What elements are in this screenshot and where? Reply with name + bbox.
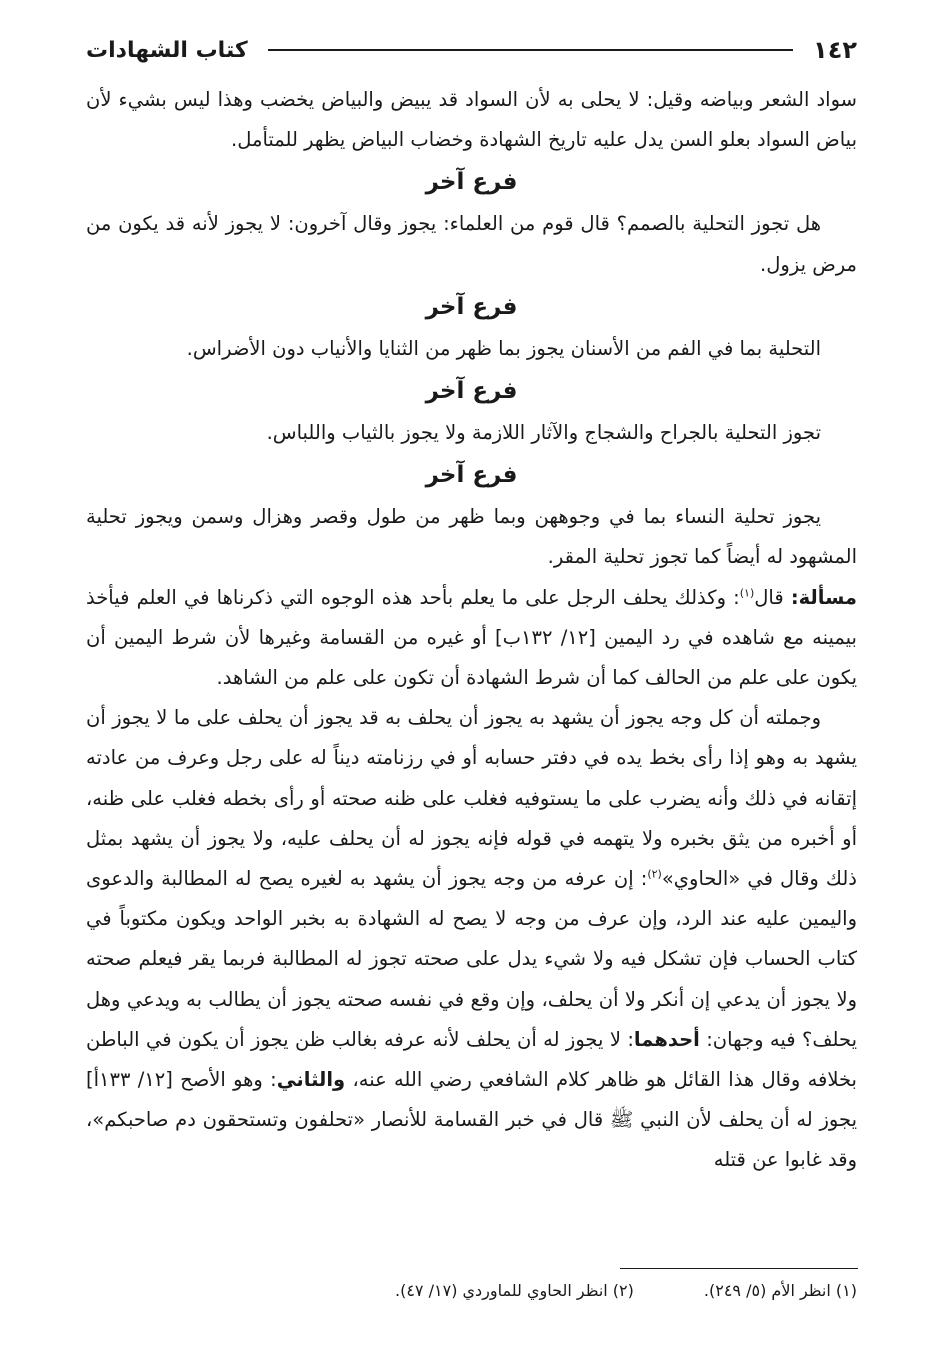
paragraph	[86, 204, 857, 284]
footnote-2: (٢) انظر الحاوي للماوردي (١٧/ ٤٧).	[395, 1281, 634, 1300]
footnotes	[150, 1276, 857, 1306]
page-number: ١٤٢	[813, 36, 857, 64]
body-text	[86, 80, 857, 1181]
footnote-1: (١) انظر الأم (٥/ ٢٤٩).	[703, 1281, 857, 1300]
text-run: وجملته أن كل وجه يجوز أن يشهد به يجوز أن يحلف به قد يجوز أن يحلف على ما لا يجوز أن يشهد به وهو إذا رأى بخط يده في دفتر حسابه أو في رزنامته ديناً له على رجل وعرف من عادته إتقانه في ذلك وأنه يضرب على ما يستوفيه فغلب على ظنه صحته أو رأى بخطه فغلب على ظنه، أو أخبره من يثق بخبره ولا يتهمه في قوله فإنه يجوز له أن يحلف عليه، ولا يجوز أن يشهد بمثل ذلك وقال في «الحاوي»	[86, 706, 857, 891]
page-header	[86, 30, 857, 70]
section-heading: فرع آخر	[425, 378, 518, 405]
section-heading: فرع آخر	[425, 462, 518, 489]
text-run: : إن عرفه من وجه يجوز أن يشهد به لغيره يصح له المطالبة والدعوى واليمين عليه عند الرد، وإن عرف من وجه لا يصح له الشهادة به بخبر الواحد ويكون مكتوباً في كتاب الحساب فإن تشكل فيه ولا شيء يدل على صحته تجوز له المطالبة فربما يقر فيعلم صحته ولا يجوز أن يدعي إن أنكر ولا أن يحلف، وإن وقع في نفسه صحته يجوز أن يطالب به ويدعي وهل يحلف؟ فيه وجهان:	[86, 867, 857, 1051]
text-run: : وكذلك يحلف الرجل على ما يعلم بأحد هذه الوجوه التي ذكرناها في العلم فيأخذ بيمينه مع شاهده في رد اليمين [١٢/ ١٣٢ب] أو غيره من القسامة وغيرها لأن شرط اليمين أن يكون على علم من الحالف كما أن شرط الشهادة أن تكون على علم من الشاهد.	[86, 585, 857, 690]
text-run: : لا يجوز له أن يحلف لأنه عرفه بغالب ظن يجوز أن يكون في الباطن بخلافه وقال هذا القائل هو ظاهر كلام الشافعي رضي الله عنه،	[86, 1027, 857, 1092]
text-run: قال	[754, 585, 791, 609]
paragraph	[86, 497, 857, 577]
text-run: يجوز تحلية النساء بما في وجوههن وبما ظهر من طول وقصر وهزال وسمن ويجوز تحلية المشهود له أيضاً كما تجوز تحلية المقر.	[86, 505, 857, 569]
paragraph	[86, 413, 857, 453]
paragraph	[86, 578, 857, 699]
header-rule	[268, 49, 793, 51]
section-heading: فرع آخر	[425, 293, 518, 320]
paragraph	[86, 698, 857, 1180]
footnote-reference: (٢)	[647, 867, 662, 881]
footnote-reference: (١)	[739, 586, 755, 600]
paragraph	[86, 80, 857, 160]
text-run: التحلية بما في الفم من الأسنان يجوز بما ظهر من الثنايا والأنياب دون الأضراس.	[186, 336, 821, 360]
text-run: : وهو الأصح [١٢/ ١٣٣أ] يجوز له أن يحلف لأن النبي ﷺ قال في خبر القسامة للأنصار «تحلفون وتستحقون دم صاحبكم»، وقد غابوا عن قتله	[86, 1068, 857, 1172]
bold-term: مسألة:	[790, 585, 857, 609]
text-run: تجوز التحلية بالجراح والشجاج والآثار اللازمة ولا يجوز بالثياب واللباس.	[266, 421, 821, 445]
section-heading: فرع آخر	[425, 169, 518, 196]
bold-term: أحدهما	[633, 1027, 700, 1051]
running-title: كتاب الشهادات	[86, 37, 248, 63]
bold-term: والثاني	[276, 1068, 346, 1092]
text-run: هل تجوز التحلية بالصمم؟ قال قوم من العلماء: يجوز وقال آخرون: لا يجوز لأنه قد يكون من مرض يزول.	[86, 212, 857, 276]
footnote-separator	[620, 1268, 858, 1269]
text-run: سواد الشعر وبياضه وقيل: لا يحلى به لأن السواد قد يبيض والبياض يخضب وهذا ليس بشيء لأن بياض السواد بعلو السن يدل عليه تاريخ الشهادة وخضاب البياض يظهر للمتأمل.	[86, 88, 857, 152]
paragraph	[86, 329, 857, 369]
